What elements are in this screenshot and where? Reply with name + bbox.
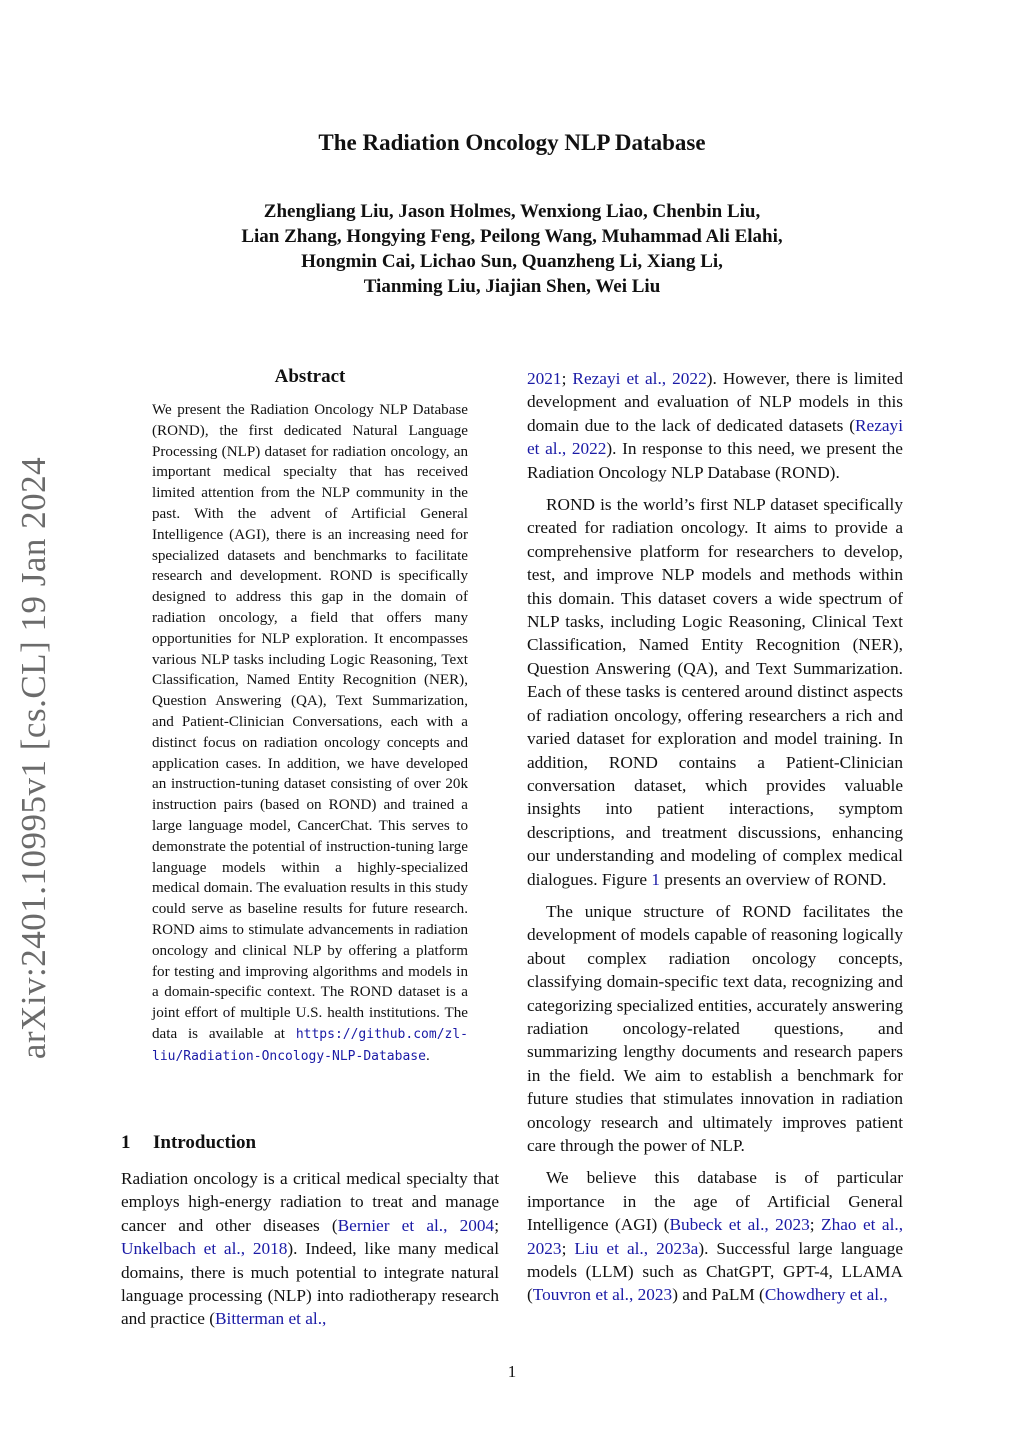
- intro-text: presents an overview of ROND.: [659, 869, 887, 889]
- intro-text: ). Successful large language models (LLM) such as ChatGPT, GPT-4, LLAMA (: [527, 1238, 904, 1305]
- intro-text: ) and PaLM (: [672, 1285, 765, 1305]
- section-number: 1: [121, 1132, 131, 1153]
- arxiv-identifier: arXiv:2401.10995v1 [cs.CL] 19 Jan 2024: [14, 456, 53, 1060]
- intro-text: ;: [561, 369, 573, 388]
- abstract-body: [152, 400, 468, 1068]
- citation-link[interactable]: Touvron et al., 2023: [532, 1285, 673, 1305]
- figure-ref-link[interactable]: 1: [651, 869, 660, 889]
- abstract-text: We present the Radiation Oncology NLP Database (ROND), the first dedicated Natural Language Processing (NLP) dataset for radiation oncology, an important medical specialty that has received limited attention from the NLP community in the past. With the advent of Artificial General Intelligence (AGI), there is an increasing need for specialized datasets and benchmarks to facilitate research and development. ROND is specifically designed to address this gap in the domain of radiation oncology, a field that offers many opportunities for NLP exploration. It encompasses various NLP tasks including Logic Reasoning, Text Classification, Named Entity Recognition (NER), Question Answering (QA), Text Summarization, and Patient-Clinician Conversations, each with a distinct focus on radiation oncology concepts and application cases. In addition, we have developed an instruction-tuning dataset consisting of over 20k instruction pairs (based on ROND) and trained a large language model, CancerChat. This serves to demonstrate the potential of instruction-tuning large language models within a highly-specialized medical domain. The evaluation results in this study could serve as baseline results for future research. ROND aims to stimulate advancements in radiation oncology and clinical NLP by offering a platform for testing and improving algorithms and models in a domain-specific context. The ROND dataset is a joint effort of multiple U.S. health institutions. The data is available at: [152, 402, 468, 1042]
- intro-paragraph-2: [527, 493, 903, 891]
- intro-text: ). However, there is limited development and evaluation of NLP models in this domain due to the lack of dedicated datasets (: [527, 369, 903, 435]
- intro-text: We believe this database is of particular importance in the age of Artificial General Intelligence (AGI) (: [527, 1168, 903, 1235]
- citation-link[interactable]: Zhao et al., 2023: [527, 1215, 904, 1258]
- citation-link[interactable]: 2021: [527, 369, 562, 388]
- page-number: 1: [507, 1362, 517, 1381]
- intro-paragraph-continued: [527, 367, 903, 484]
- section-heading-introduction: [121, 1132, 501, 1154]
- citation-link[interactable]: Bubeck et al., 2023: [669, 1215, 810, 1235]
- author-line: Hongmin Cai, Lichao Sun, Quanzheng Li, Xiang Li,: [301, 251, 723, 272]
- intro-text: ;: [561, 1238, 575, 1258]
- intro-paragraph-4: [527, 1166, 903, 1306]
- author-line: Lian Zhang, Hongying Feng, Peilong Wang, Muhammad Ali Elahi,: [241, 226, 783, 247]
- paper-title: The Radiation Oncology NLP Database: [318, 130, 706, 155]
- author-list: [0, 199, 1024, 299]
- arxiv-sidebar: [4, 458, 64, 1058]
- intro-text: ;: [809, 1215, 822, 1235]
- intro-paragraph-3: The unique structure of ROND facilitates the development of models capable of reasoning logically about complex radiation oncology concepts, classifying domain-specific text data, recognizing and categorizing specialized entities, accurately answering radiation oncology-related questions, and summarizing lengthy documents and research papers in the field. We aim to establish a benchmark for future studies that stimulates innovation in radiation oncology research and ultimately improves patient care through the power of NLP.: [527, 901, 903, 1155]
- abstract-end: .: [425, 1047, 430, 1064]
- citation-link[interactable]: Rezayi et al., 2022: [527, 415, 903, 459]
- section-title: Introduction: [153, 1132, 257, 1153]
- citation-link[interactable]: Liu et al., 2023a: [574, 1238, 699, 1258]
- citation-link[interactable]: Bernier et al., 2004: [337, 1215, 495, 1235]
- intro-paragraph-1: [121, 1167, 499, 1331]
- citation-link[interactable]: Rezayi et al., 2022: [572, 369, 707, 388]
- intro-text: ). Indeed, like many medical domains, there is much potential to integrate natural language processing (NLP) into radiotherapy research and practice (: [121, 1239, 499, 1329]
- citation-link[interactable]: Chowdhery et al.,: [764, 1285, 888, 1305]
- intro-text: ). In response to this need, we present the Radiation Oncology NLP Database (ROND).: [527, 439, 903, 482]
- intro-text: ROND is the world’s first NLP dataset specifically created for radiation oncology. It aims to provide a comprehensive platform for researchers to develop, test, and improve NLP models and methods within this domain. This dataset covers a wide spectrum of NLP tasks, including Logic Reasoning, Clinical Text Classification, Named Entity Recognition (NER), Question Answering (QA), and Text Summarization. Each of these tasks is centered around distinct aspects of radiation oncology, offering researchers a rich and varied dataset for exploration and model training. In addition, ROND contains a Patient-Clinician conversation dataset, which provides valuable insights into patient interactions, symptom descriptions, and treatment discussions, enhancing our understanding and modeling of complex medical dialogues. Figure: [527, 495, 903, 889]
- author-line: Zhengliang Liu, Jason Holmes, Wenxiong Liao, Chenbin Liu,: [263, 201, 761, 222]
- abstract-heading: Abstract: [274, 366, 346, 387]
- intro-text: Radiation oncology is a critical medical specialty that employs high-energy radiation to treat and manage cancer and other diseases (: [121, 1169, 499, 1235]
- intro-text: ;: [494, 1215, 499, 1235]
- right-column: [527, 367, 903, 1316]
- citation-link[interactable]: Bitterman et al.,: [215, 1309, 327, 1329]
- dataset-url-link[interactable]: https://github.com/zl-liu/Radiation-Oncology-NLP-Database: [152, 1026, 468, 1064]
- author-line: Tianming Liu, Jiajian Shen, Wei Liu: [363, 276, 661, 297]
- citation-link[interactable]: Unkelbach et al., 2018: [121, 1239, 288, 1259]
